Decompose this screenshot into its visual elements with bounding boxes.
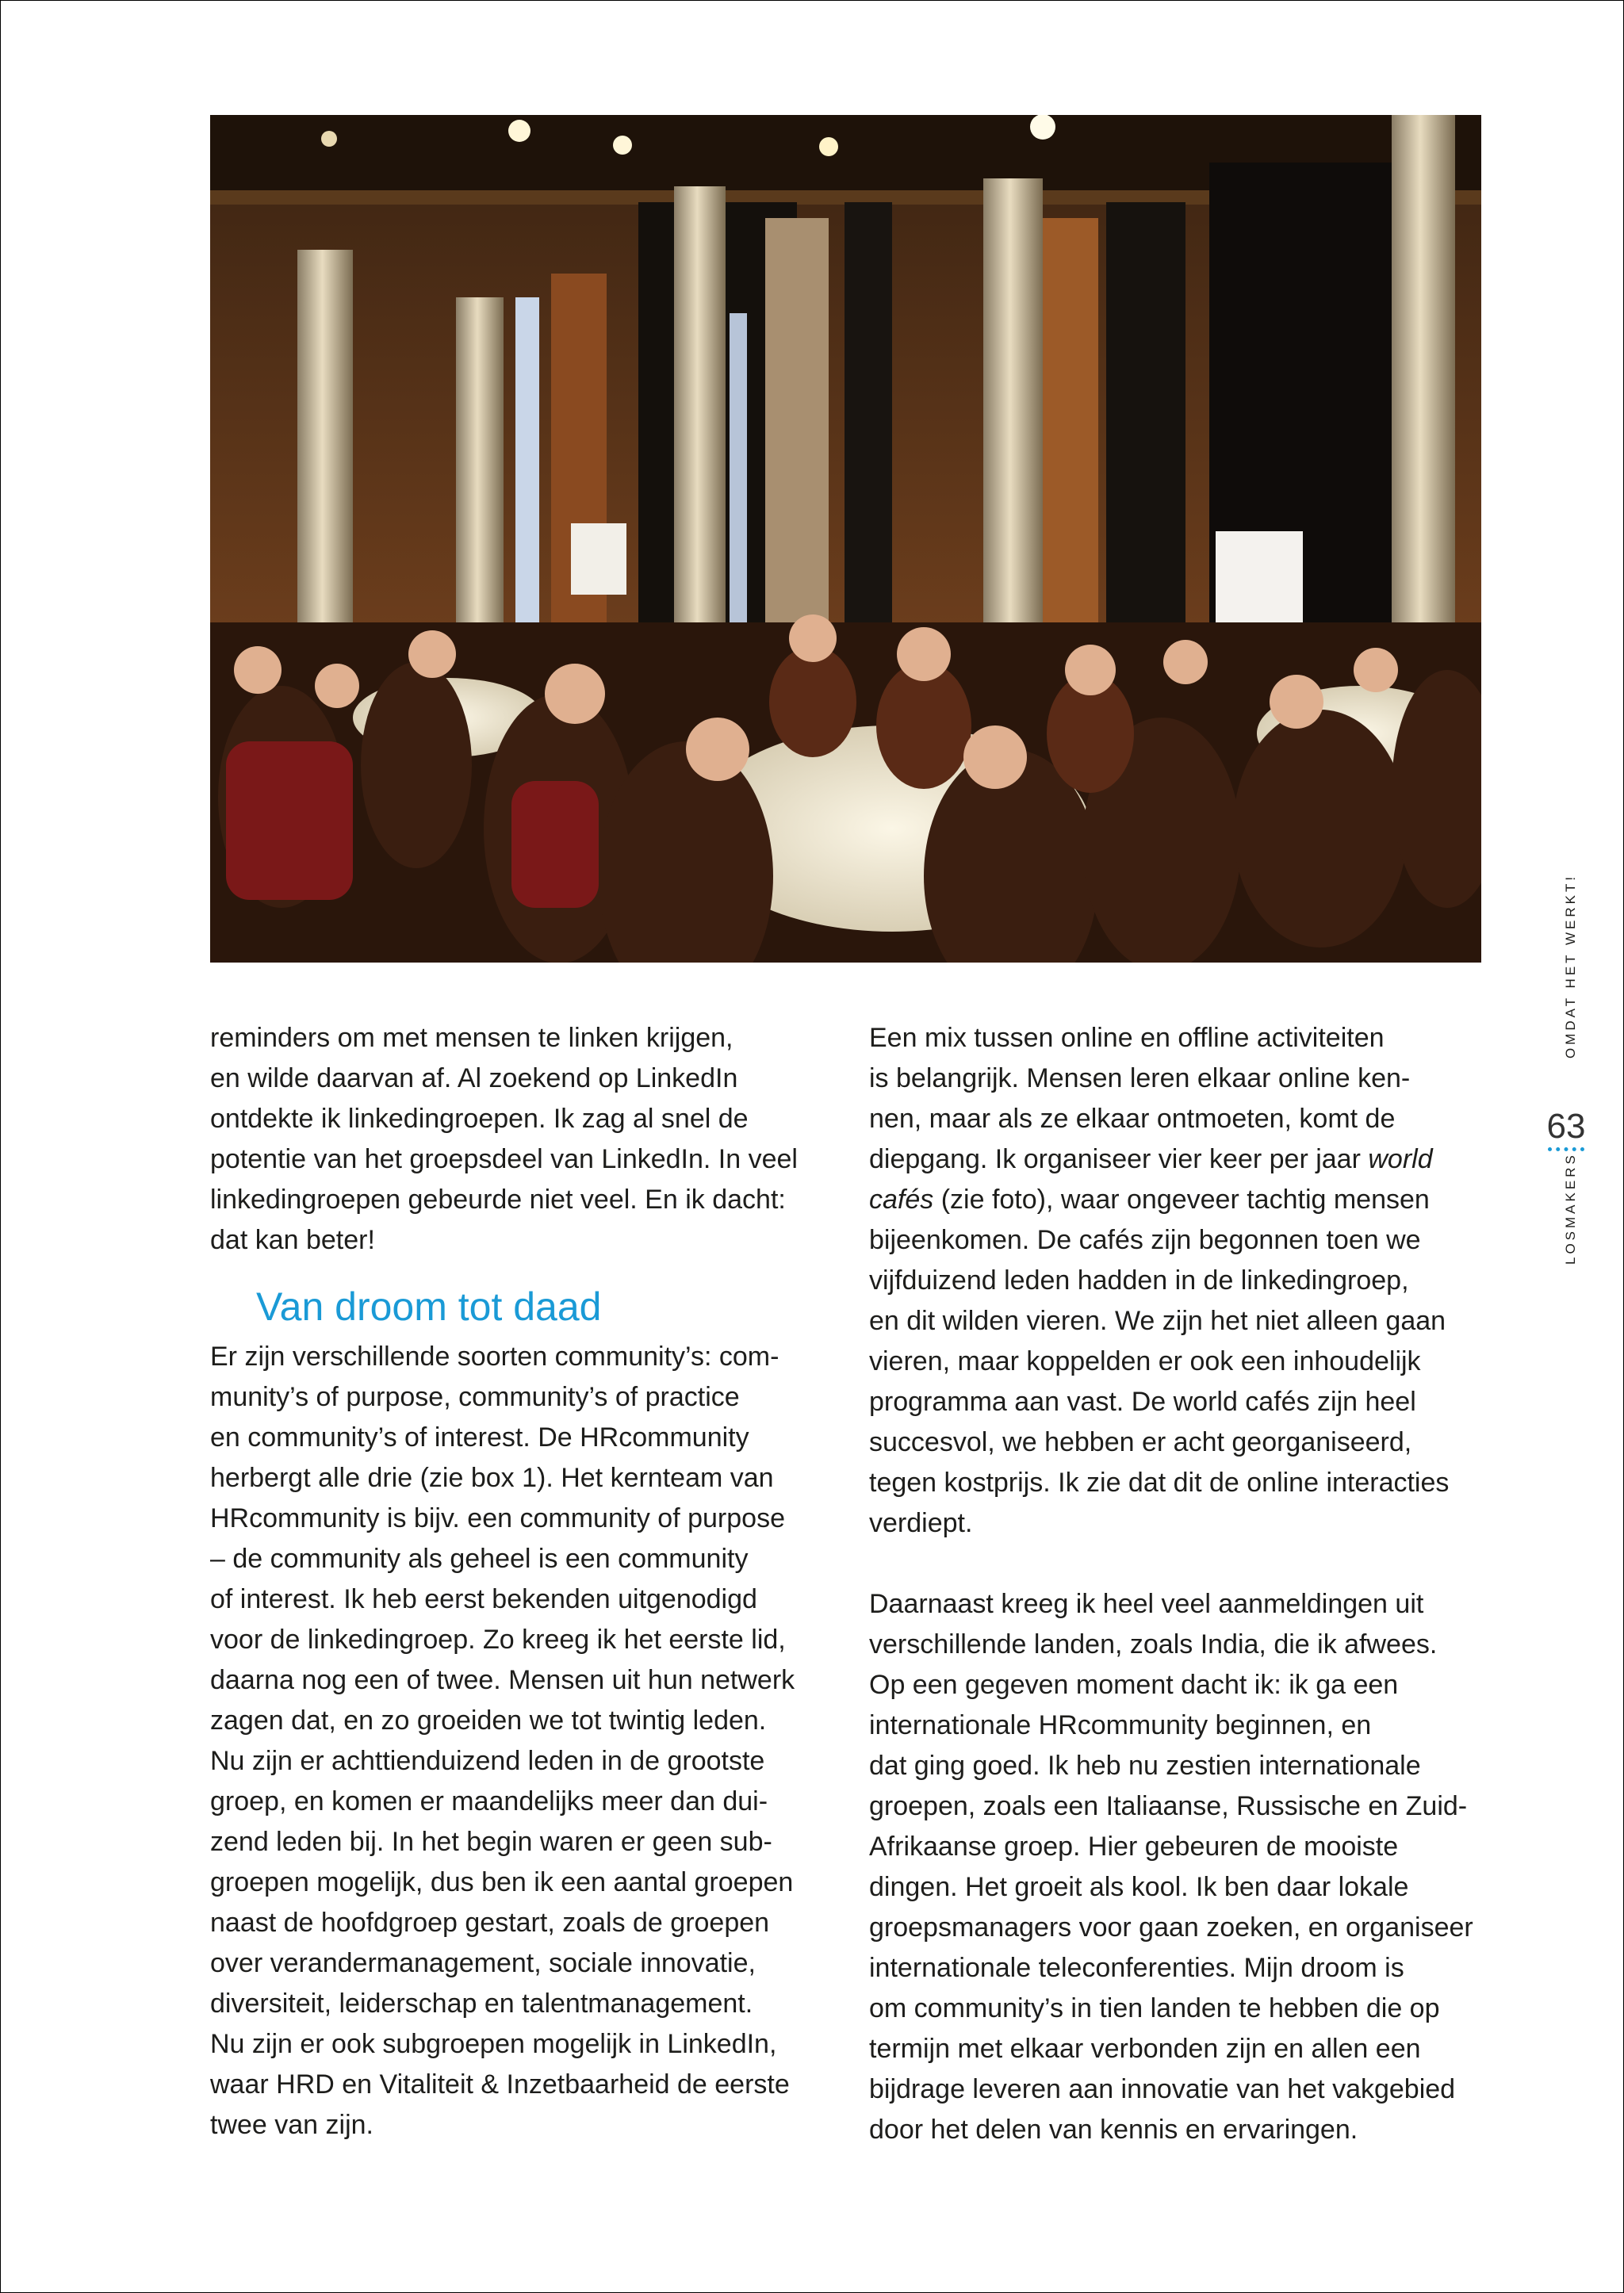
text-line: diversiteit, leiderschap en talentmanagement. [210, 1989, 753, 2019]
text-line: nen, maar als ze elkaar ontmoeten, komt de [869, 1104, 1396, 1134]
text-line: ontdekte ik linkedingroepen. Ik zag al snel de [210, 1104, 749, 1134]
text-line: over verandermanagement, sociale innovatie, [210, 1948, 756, 1978]
text-line [869, 1180, 1480, 1220]
text-line: tegen kostprijs. Ik zie dat dit de online interacties [869, 1468, 1450, 1498]
body-paragraph [210, 1337, 821, 2146]
text-line: Daarnaast kreeg ik heel veel aanmeldingen uit [869, 1589, 1424, 1619]
text-line: internationale teleconferenties. Mijn droom is [869, 1953, 1404, 1983]
text-line: groepsmanagers voor gaan zoeken, en organiseer [869, 1912, 1473, 1943]
text-line: HRcommunity is bijv. een community of purpose [210, 1503, 785, 1533]
paragraph-international [869, 1584, 1480, 2150]
text-line: voor de linkedingroep. Zo kreeg ik het eerste lid, [210, 1625, 786, 1655]
text-run: (zie foto), waar ongeveer tachtig mensen [933, 1185, 1430, 1215]
text-line: door het delen van kennis en ervaringen. [869, 2115, 1358, 2145]
text-line: naast de hoofdgroep gestart, zoals de groepen [210, 1908, 770, 1938]
text-line: herbergt alle drie (zie box 1). Het kernteam van [210, 1463, 774, 1493]
text-line: Er zijn verschillende soorten community’s: com- [210, 1342, 779, 1372]
text-line: vijfduizend leden hadden in de linkedingroep, [869, 1265, 1409, 1296]
text-line: dat ging goed. Ik heb nu zestien internationale [869, 1751, 1421, 1781]
text-line: munity’s of purpose, community’s of practice [210, 1382, 740, 1412]
intro-paragraph [210, 1018, 821, 1261]
text-line: Op een gegeven moment dacht ik: ik ga een [869, 1670, 1399, 1700]
text-line: groepen, zoals een Italiaanse, Russische en Zuid- [869, 1791, 1468, 1821]
paragraph-world-cafes [869, 1018, 1480, 1544]
text-line: reminders om met mensen te linken krijgen, [210, 1023, 733, 1053]
text-line: en community’s of interest. De HRcommunity [210, 1422, 749, 1453]
text-line: – de community als geheel is een community [210, 1544, 749, 1574]
text-line: groepen mogelijk, dus ben ik een aantal groepen [210, 1867, 794, 1897]
text-line: dingen. Het groeit als kool. Ik ben daar lokale [869, 1872, 1409, 1902]
text-line: Nu zijn er achttienduizend leden in de grootste [210, 1746, 765, 1776]
text-line: om community’s in tien landen te hebben die op [869, 1993, 1440, 2023]
text-line: zend leden bij. In het begin waren er geen sub- [210, 1827, 772, 1857]
text-line: twee van zijn. [210, 2110, 373, 2140]
paragraph-gap [869, 1544, 1480, 1584]
text-line: is belangrijk. Mensen leren elkaar online ken- [869, 1063, 1411, 1093]
event-photo [210, 115, 1481, 963]
right-column [869, 1018, 1480, 2150]
italic-term: world [1368, 1144, 1433, 1174]
text-line: linkedingroepen gebeurde niet veel. En ik dacht: [210, 1185, 786, 1215]
text-line: en dit wilden vieren. We zijn het niet alleen gaan [869, 1306, 1446, 1336]
text-line: daarna nog een of twee. Mensen uit hun netwerk [210, 1665, 795, 1695]
text-line: en wilde daarvan af. Al zoekend op LinkedIn [210, 1063, 738, 1093]
text-line: internationale HRcommunity beginnen, en [869, 1710, 1372, 1740]
text-line: Een mix tussen online en offline activiteiten [869, 1023, 1385, 1053]
italic-term: cafés [869, 1185, 934, 1215]
text-line: waar HRD en Vitaliteit & Inzetbaarheid de eerste [210, 2069, 790, 2100]
text-line: potentie van het groepsdeel van LinkedIn. In veel [210, 1144, 798, 1174]
section-heading: Van droom tot daad [256, 1284, 602, 1329]
text-line: bijdrage leveren aan innovatie van het vakgebied [869, 2074, 1456, 2104]
text-line: dat kan beter! [210, 1225, 375, 1255]
text-line: vieren, maar koppelden er ook een inhoudelijk [869, 1346, 1421, 1376]
text-line: termijn met elkaar verbonden zijn en allen een [869, 2034, 1421, 2064]
text-line: verdiept. [869, 1508, 973, 1538]
world-cafe-photo-illustration [210, 115, 1481, 963]
text-line [869, 1139, 1480, 1180]
page-number: 63 [1546, 1107, 1586, 1146]
text-line: bijeenkomen. De cafés zijn begonnen toen we [869, 1225, 1421, 1255]
running-header [1542, 873, 1586, 1265]
text-line: succesvol, we hebben er acht georganiseerd, [869, 1427, 1412, 1457]
section-title-vertical: OMDAT HET WERKT! [1563, 873, 1578, 1058]
text-run: diepgang. Ik organiseer vier keer per jaar [869, 1144, 1369, 1174]
text-line: groep, en komen er maandelijks meer dan dui- [210, 1786, 768, 1816]
text-line: Afrikaanse groep. Hier gebeuren de mooiste [869, 1832, 1399, 1862]
left-column [210, 1018, 821, 2146]
dotted-divider [1548, 1147, 1584, 1151]
text-line: Nu zijn er ook subgroepen mogelijk in LinkedIn, [210, 2029, 777, 2059]
text-line: programma aan vast. De world cafés zijn heel [869, 1387, 1416, 1417]
text-line: of interest. Ik heb eerst bekenden uitgenodigd [210, 1584, 757, 1614]
text-line: zagen dat, en zo groeiden we tot twintig leden. [210, 1705, 767, 1736]
book-title-vertical: LOSMAKERS [1563, 1152, 1578, 1265]
text-line: verschillende landen, zoals India, die ik afwees. [869, 1629, 1438, 1659]
